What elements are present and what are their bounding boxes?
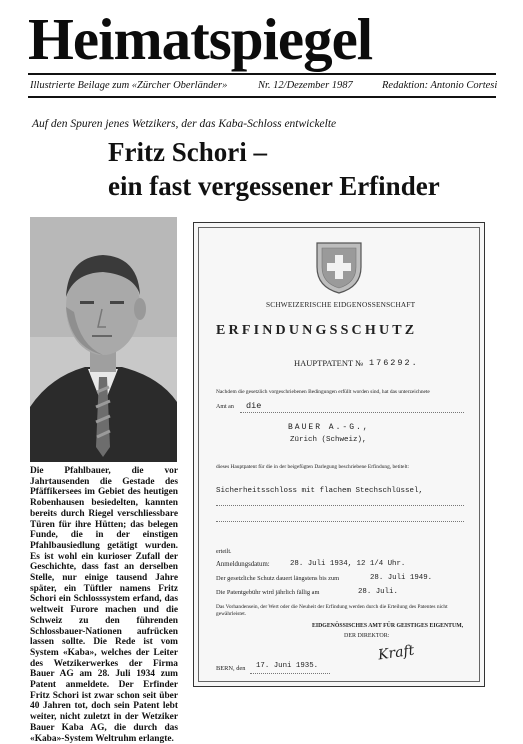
invention-line-1 bbox=[216, 505, 464, 506]
holder-name: BAUER A.-G., bbox=[288, 423, 370, 432]
protection-label: Der gesetzliche Schutz dauert längstens bis zum bbox=[216, 575, 340, 582]
holder-article: die bbox=[246, 401, 262, 411]
editor-text: Redaktion: Antonio Cortesi bbox=[382, 80, 498, 91]
erteilt-text: erteilt. bbox=[216, 549, 232, 555]
filing-date: 28. Juli 1934, 12 1/4 Uhr. bbox=[290, 560, 406, 568]
supplement-text: Illustrierte Beilage zum «Zürcher Oberländer» bbox=[30, 80, 228, 91]
patent-number: 176292. bbox=[369, 358, 419, 368]
portrait-illustration bbox=[30, 217, 177, 462]
article-body-paragraph: Die Pfahlbauer, die vor Jahrtausenden die Gestade des Pfäffikersees im Gebiet des heutigen Robenhausen besiedelten, kannten bereits durch Riegel verschliessbare Türen für ihre Hütten; das belegen Funde, die in der einstigen Pfahlbausiedlung getätigt wurden. Es ist wohl ein kurioser Zufall der Geschichte, dass fast an derselben Stelle, nur einige tausend Jahre später, ein Tüftler namens Fritz Schori ein Schlosssystem erfand, das weltweit Furore machen und die Schweiz zu den führenden Schlossbauer-Nationen aufrücken lassen sollte. Die Rede ist vom System «Kaba», welches der Leiter des Wetzikerwerkes der Firma Bauer AG am 28. Juli 1934 zum Patent anmeldete. Der Erfinder Fritz Schori ist zwar schon seit über 40 Jahren tot, doch sein Patent lebt weiter, nicht zuletzt in der Wetziker Bauer Kaba AG, die durch das «Kaba»-System Weltruhm erlangte. bbox=[30, 466, 178, 744]
grant-text: dieses Hauptpatent für die in der beigefügten Darlegung beschriebene Erfindung, betitelt: bbox=[216, 464, 409, 470]
place-label: BERN, den bbox=[216, 665, 246, 672]
headline-line-1: Fritz Schori – bbox=[108, 137, 267, 167]
swiss-coat-of-arms-icon bbox=[313, 239, 365, 295]
masthead-rule-top bbox=[28, 73, 496, 75]
holder-place: Zürich (Schweiz), bbox=[290, 436, 367, 444]
amt-line bbox=[240, 412, 464, 413]
certificate-title: ERFINDUNGSSCHUTZ bbox=[216, 323, 418, 338]
fee-date: 28. Juli. bbox=[358, 588, 398, 596]
office-name: EIDGENÖSSISCHES AMT FÜR GEISTIGES EIGENTUM, bbox=[312, 623, 464, 629]
patent-number-label: HAUPTPATENT № bbox=[294, 358, 364, 368]
fee-label: Die Patentgebühr wird jährlich fällig am bbox=[216, 589, 320, 596]
issue-text: Nr. 12/Dezember 1987 bbox=[258, 80, 353, 91]
protection-date: 28. Juli 1949. bbox=[370, 574, 433, 582]
amt-prefix: Amt an bbox=[216, 404, 234, 410]
issue-date: 17. Juni 1935. bbox=[256, 662, 319, 670]
portrait-photo bbox=[30, 217, 177, 462]
article-kicker: Auf den Spuren jenes Wetzikers, der das Kaba-Schloss entwickelte bbox=[32, 118, 337, 130]
headline-line-2: ein fast vergessener Erfinder bbox=[108, 171, 440, 201]
invention-title: Sicherheitsschloss mit flachem Stechschlüssel, bbox=[216, 487, 424, 495]
date-line bbox=[250, 673, 330, 674]
filing-label: Anmeldungsdatum: bbox=[216, 561, 270, 568]
director-label: DER DIREKTOR: bbox=[344, 633, 390, 639]
director-signature: Kraft bbox=[377, 642, 416, 664]
article-body bbox=[30, 466, 178, 744]
authority-text: SCHWEIZERISCHE EIDGENOSSENSCHAFT bbox=[266, 300, 416, 309]
masthead-rule-bottom bbox=[28, 96, 496, 98]
intro-text: Nachdem die gesetzlich vorgeschriebenen Bedingungen erfüllt worden sind, hat das unterzeichnete bbox=[216, 389, 430, 395]
invention-line-2 bbox=[216, 521, 464, 522]
disclaimer-note: Das Vorhandensein, der Wert oder die Neuheit der Erfindung werden durch die Erteilung des Patentes nicht gewährleistet. bbox=[216, 604, 448, 617]
masthead-title: Heimatspiegel bbox=[28, 6, 373, 72]
patent-certificate bbox=[193, 222, 485, 687]
